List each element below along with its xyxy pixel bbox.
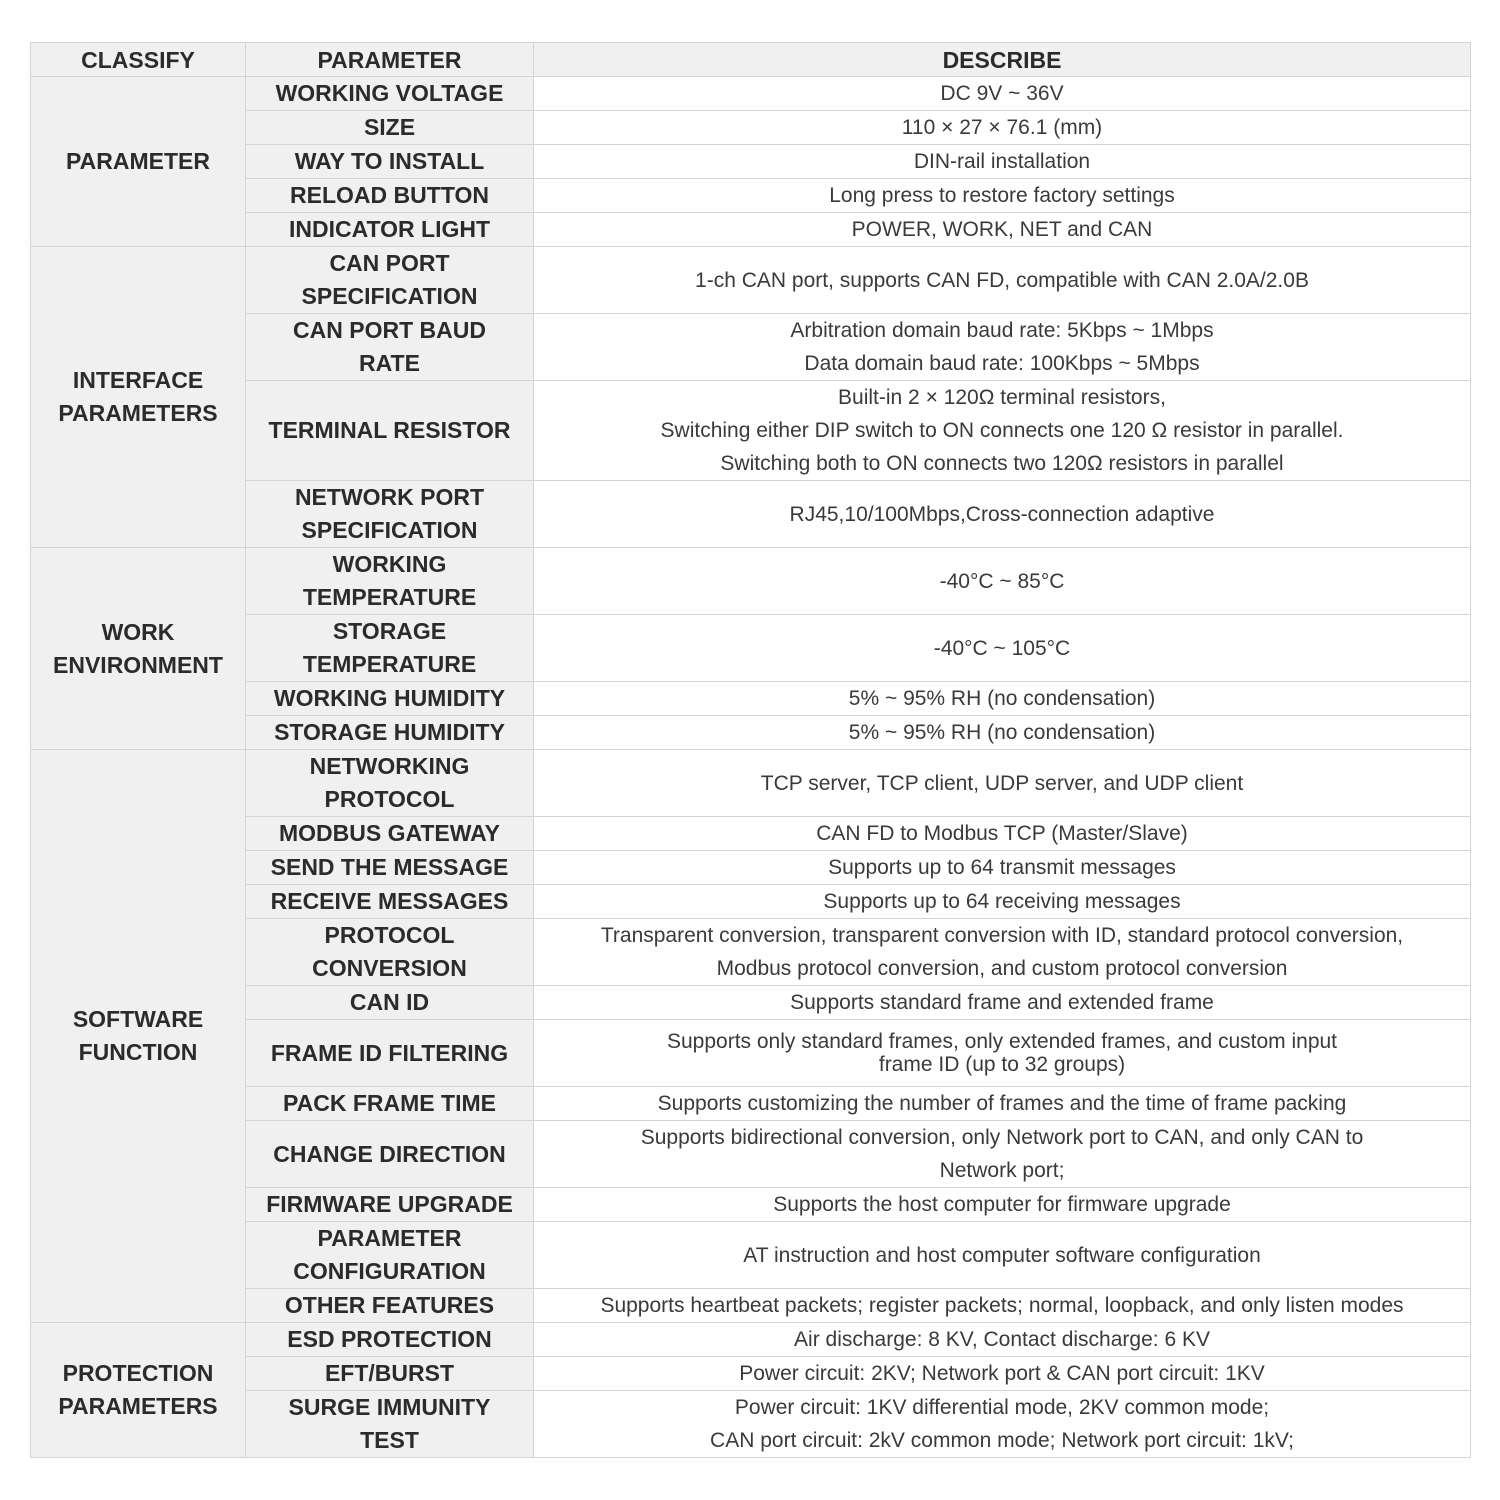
describe-cell: DC 9V ~ 36V — [534, 77, 1471, 111]
parameter-cell: SURGE IMMUNITY TEST — [246, 1391, 534, 1458]
parameter-cell: PROTOCOL CONVERSION — [246, 919, 534, 986]
table-row — [31, 213, 1471, 247]
describe-cell: CAN FD to Modbus TCP (Master/Slave) — [534, 817, 1471, 851]
describe-cell: Supports customizing the number of frames and the time of frame packing — [534, 1087, 1471, 1121]
header-parameter: PARAMETER — [246, 43, 534, 77]
parameter-cell: SEND THE MESSAGE — [246, 851, 534, 885]
describe-cell: Supports standard frame and extended frame — [534, 986, 1471, 1020]
describe-cell: 5% ~ 95% RH (no condensation) — [534, 682, 1471, 716]
table-row — [31, 750, 1471, 817]
describe-cell: Power circuit: 1KV differential mode, 2KV common mode; CAN port circuit: 2kV common mode; Network port circuit: 1kV; — [534, 1391, 1471, 1458]
table-row — [31, 1087, 1471, 1121]
classify-cell: SOFTWARE FUNCTION — [31, 750, 246, 1323]
describe-cell: TCP server, TCP client, UDP server, and UDP client — [534, 750, 1471, 817]
describe-cell: RJ45,10/100Mbps,Cross-connection adaptive — [534, 481, 1471, 548]
describe-cell: Supports the host computer for firmware upgrade — [534, 1188, 1471, 1222]
table-row — [31, 986, 1471, 1020]
describe-cell: Power circuit: 2KV; Network port & CAN port circuit: 1KV — [534, 1357, 1471, 1391]
describe-cell: Supports up to 64 transmit messages — [534, 851, 1471, 885]
describe-cell: 5% ~ 95% RH (no condensation) — [534, 716, 1471, 750]
table-row — [31, 111, 1471, 145]
table-row — [31, 716, 1471, 750]
header-describe: DESCRIBE — [534, 43, 1471, 77]
parameter-cell: FRAME ID FILTERING — [246, 1020, 534, 1087]
describe-cell: Supports heartbeat packets; register packets; normal, loopback, and only listen modes — [534, 1289, 1471, 1323]
parameter-cell: FIRMWARE UPGRADE — [246, 1188, 534, 1222]
parameter-cell: CHANGE DIRECTION — [246, 1121, 534, 1188]
table-row — [31, 145, 1471, 179]
table-row — [31, 1020, 1471, 1087]
describe-cell: -40°C ~ 85°C — [534, 548, 1471, 615]
classify-cell: PROTECTION PARAMETERS — [31, 1323, 246, 1458]
parameter-cell: TERMINAL RESISTOR — [246, 381, 534, 481]
describe-cell: AT instruction and host computer software configuration — [534, 1222, 1471, 1289]
header-row — [31, 43, 1471, 77]
parameter-cell: CAN PORT SPECIFICATION — [246, 247, 534, 314]
table-row — [31, 179, 1471, 213]
parameter-cell: WORKING TEMPERATURE — [246, 548, 534, 615]
parameter-cell: PARAMETER CONFIGURATION — [246, 1222, 534, 1289]
describe-cell: Supports up to 64 receiving messages — [534, 885, 1471, 919]
describe-cell: -40°C ~ 105°C — [534, 615, 1471, 682]
parameter-cell: EFT/BURST — [246, 1357, 534, 1391]
table-row — [31, 77, 1471, 111]
parameter-cell: INDICATOR LIGHT — [246, 213, 534, 247]
parameter-cell: STORAGE TEMPERATURE — [246, 615, 534, 682]
describe-cell: Built-in 2 × 120Ω terminal resistors, Switching either DIP switch to ON connects one 120 Ω resistor in parallel. Switching both to ON connects two 120Ω resistors in parallel — [534, 381, 1471, 481]
table-row — [31, 1323, 1471, 1357]
table-row — [31, 817, 1471, 851]
table-row — [31, 682, 1471, 716]
describe-cell: DIN-rail installation — [534, 145, 1471, 179]
parameter-cell: PACK FRAME TIME — [246, 1087, 534, 1121]
parameter-cell: CAN PORT BAUD RATE — [246, 314, 534, 381]
parameter-cell: NETWORKING PROTOCOL — [246, 750, 534, 817]
describe-cell: Air discharge: 8 KV, Contact discharge: 6 KV — [534, 1323, 1471, 1357]
table-row — [31, 919, 1471, 986]
parameter-cell: RECEIVE MESSAGES — [246, 885, 534, 919]
parameter-cell: WAY TO INSTALL — [246, 145, 534, 179]
table-row — [31, 381, 1471, 481]
parameter-cell: RELOAD BUTTON — [246, 179, 534, 213]
table-row — [31, 247, 1471, 314]
table-row — [31, 1121, 1471, 1188]
describe-cell: Arbitration domain baud rate: 5Kbps ~ 1Mbps Data domain baud rate: 100Kbps ~ 5Mbps — [534, 314, 1471, 381]
classify-cell: PARAMETER — [31, 77, 246, 247]
parameter-cell: WORKING VOLTAGE — [246, 77, 534, 111]
spec-table — [30, 42, 1471, 1458]
describe-cell: Supports only standard frames, only extended frames, and custom input frame ID (up to 32 groups) — [534, 1020, 1471, 1087]
table-row — [31, 1222, 1471, 1289]
describe-cell: 110 × 27 × 76.1 (mm) — [534, 111, 1471, 145]
table-row — [31, 1188, 1471, 1222]
classify-cell: WORK ENVIRONMENT — [31, 548, 246, 750]
describe-cell: Long press to restore factory settings — [534, 179, 1471, 213]
describe-cell: POWER, WORK, NET and CAN — [534, 213, 1471, 247]
table-row — [31, 1289, 1471, 1323]
describe-cell: Supports bidirectional conversion, only Network port to CAN, and only CAN to Network port; — [534, 1121, 1471, 1188]
parameter-cell: WORKING HUMIDITY — [246, 682, 534, 716]
table-row — [31, 851, 1471, 885]
parameter-cell: SIZE — [246, 111, 534, 145]
parameter-cell: OTHER FEATURES — [246, 1289, 534, 1323]
table-row — [31, 314, 1471, 381]
table-row — [31, 615, 1471, 682]
parameter-cell: ESD PROTECTION — [246, 1323, 534, 1357]
table-row — [31, 885, 1471, 919]
parameter-cell: STORAGE HUMIDITY — [246, 716, 534, 750]
header-classify: CLASSIFY — [31, 43, 246, 77]
table-row — [31, 1357, 1471, 1391]
classify-cell: INTERFACE PARAMETERS — [31, 247, 246, 548]
parameter-cell: CAN ID — [246, 986, 534, 1020]
describe-cell: 1-ch CAN port, supports CAN FD, compatible with CAN 2.0A/2.0B — [534, 247, 1471, 314]
table-row — [31, 1391, 1471, 1458]
parameter-cell: NETWORK PORT SPECIFICATION — [246, 481, 534, 548]
parameter-cell: MODBUS GATEWAY — [246, 817, 534, 851]
table-row — [31, 481, 1471, 548]
table-row — [31, 548, 1471, 615]
describe-cell: Transparent conversion, transparent conversion with ID, standard protocol conversion, Modbus protocol conversion, and custom protocol conversion — [534, 919, 1471, 986]
